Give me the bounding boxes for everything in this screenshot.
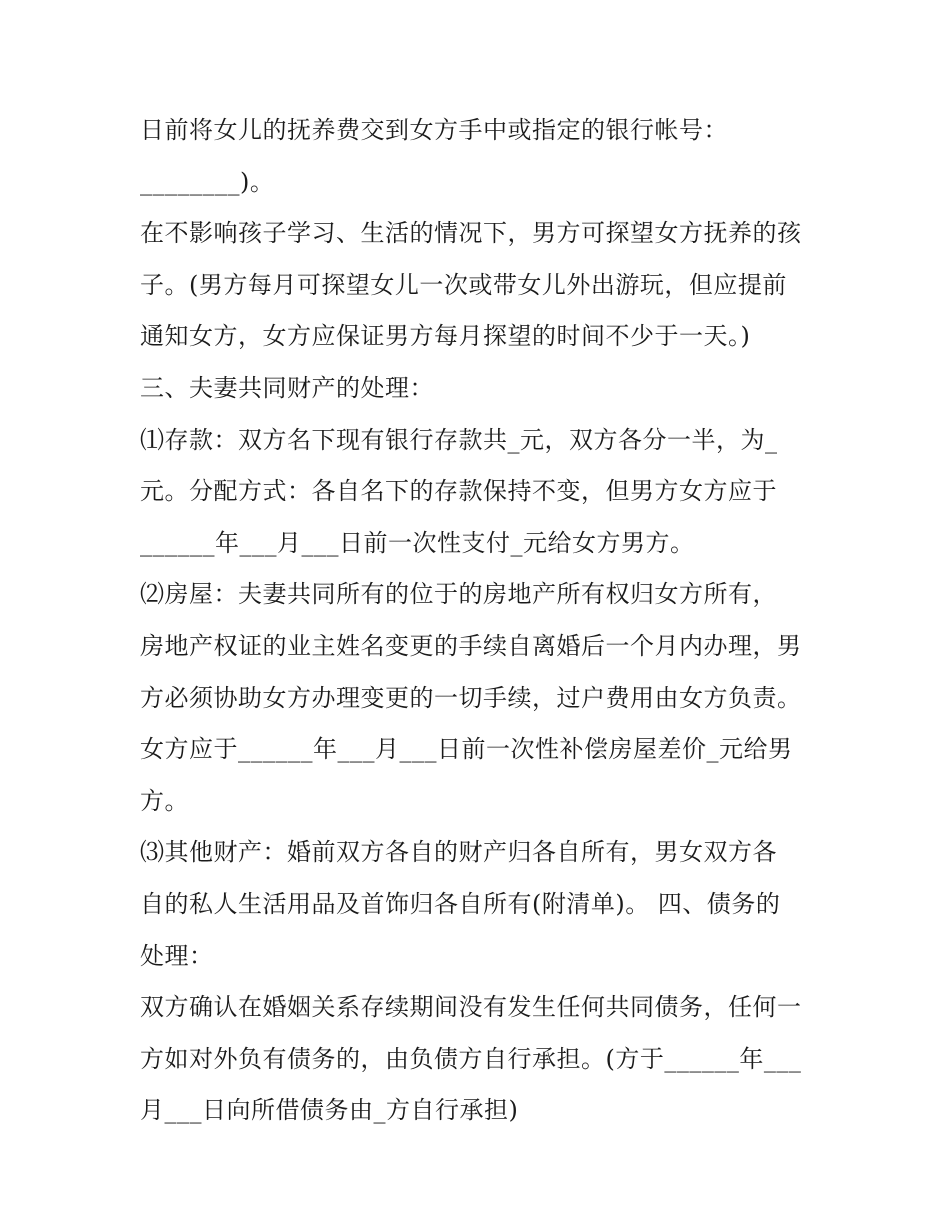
- text-line: 女方应于______年___月___日前一次性补偿房屋差价_元给男: [140, 735, 793, 764]
- section-heading: 三、夫妻共同财产的处理：: [140, 373, 434, 402]
- text-line: ______年___月___日前一次性支付_元给女方男方。: [140, 528, 695, 557]
- text-line: 子。(男方每月可探望女儿一次或带女儿外出游玩，但应提前: [140, 270, 787, 299]
- text-line: 通知女方，女方应保证男方每月探望的时间不少于一天。): [140, 322, 751, 351]
- text-line: ________)。: [140, 167, 275, 196]
- text-line: 方。: [140, 786, 189, 815]
- text-line: 日前将女儿的抚养费交到女方手中或指定的银行帐号：: [140, 116, 728, 144]
- text-line: ⑵房屋：夫妻共同所有的位于的房地产所有权归女方所有，: [140, 580, 777, 609]
- text-line: 方如对外负有债务的，由负债方自行承担。(方于______年___: [140, 1044, 802, 1073]
- text-line: 月___日向所借债务由_方自行承担): [140, 1096, 519, 1125]
- text-line: 元。分配方式：各自名下的存款保持不变，但男方女方应于: [140, 477, 777, 506]
- text-line: ⑶其他财产：婚前双方各自的财产归各自所有，男女双方各: [140, 838, 777, 867]
- text-line: ⑴存款：双方名下现有银行存款共_元，双方各分一半，为_: [140, 425, 778, 454]
- text-line: 自的私人生活用品及首饰归各自所有(附清单)。 四、债务的: [140, 889, 781, 918]
- text-line: 方必须协助女方办理变更的一切手续，过户费用由女方负责。: [140, 683, 802, 712]
- document-body: [140, 105, 830, 1137]
- text-line: 房地产权证的业主姓名变更的手续自离婚后一个月内办理，男: [140, 631, 802, 660]
- text-line: 双方确认在婚姻关系存续期间没有发生任何共同债务，任何一: [140, 993, 802, 1022]
- text-line: 处理：: [140, 941, 214, 970]
- text-line: 在不影响孩子学习、生活的情况下，男方可探望女方抚养的孩: [140, 219, 802, 248]
